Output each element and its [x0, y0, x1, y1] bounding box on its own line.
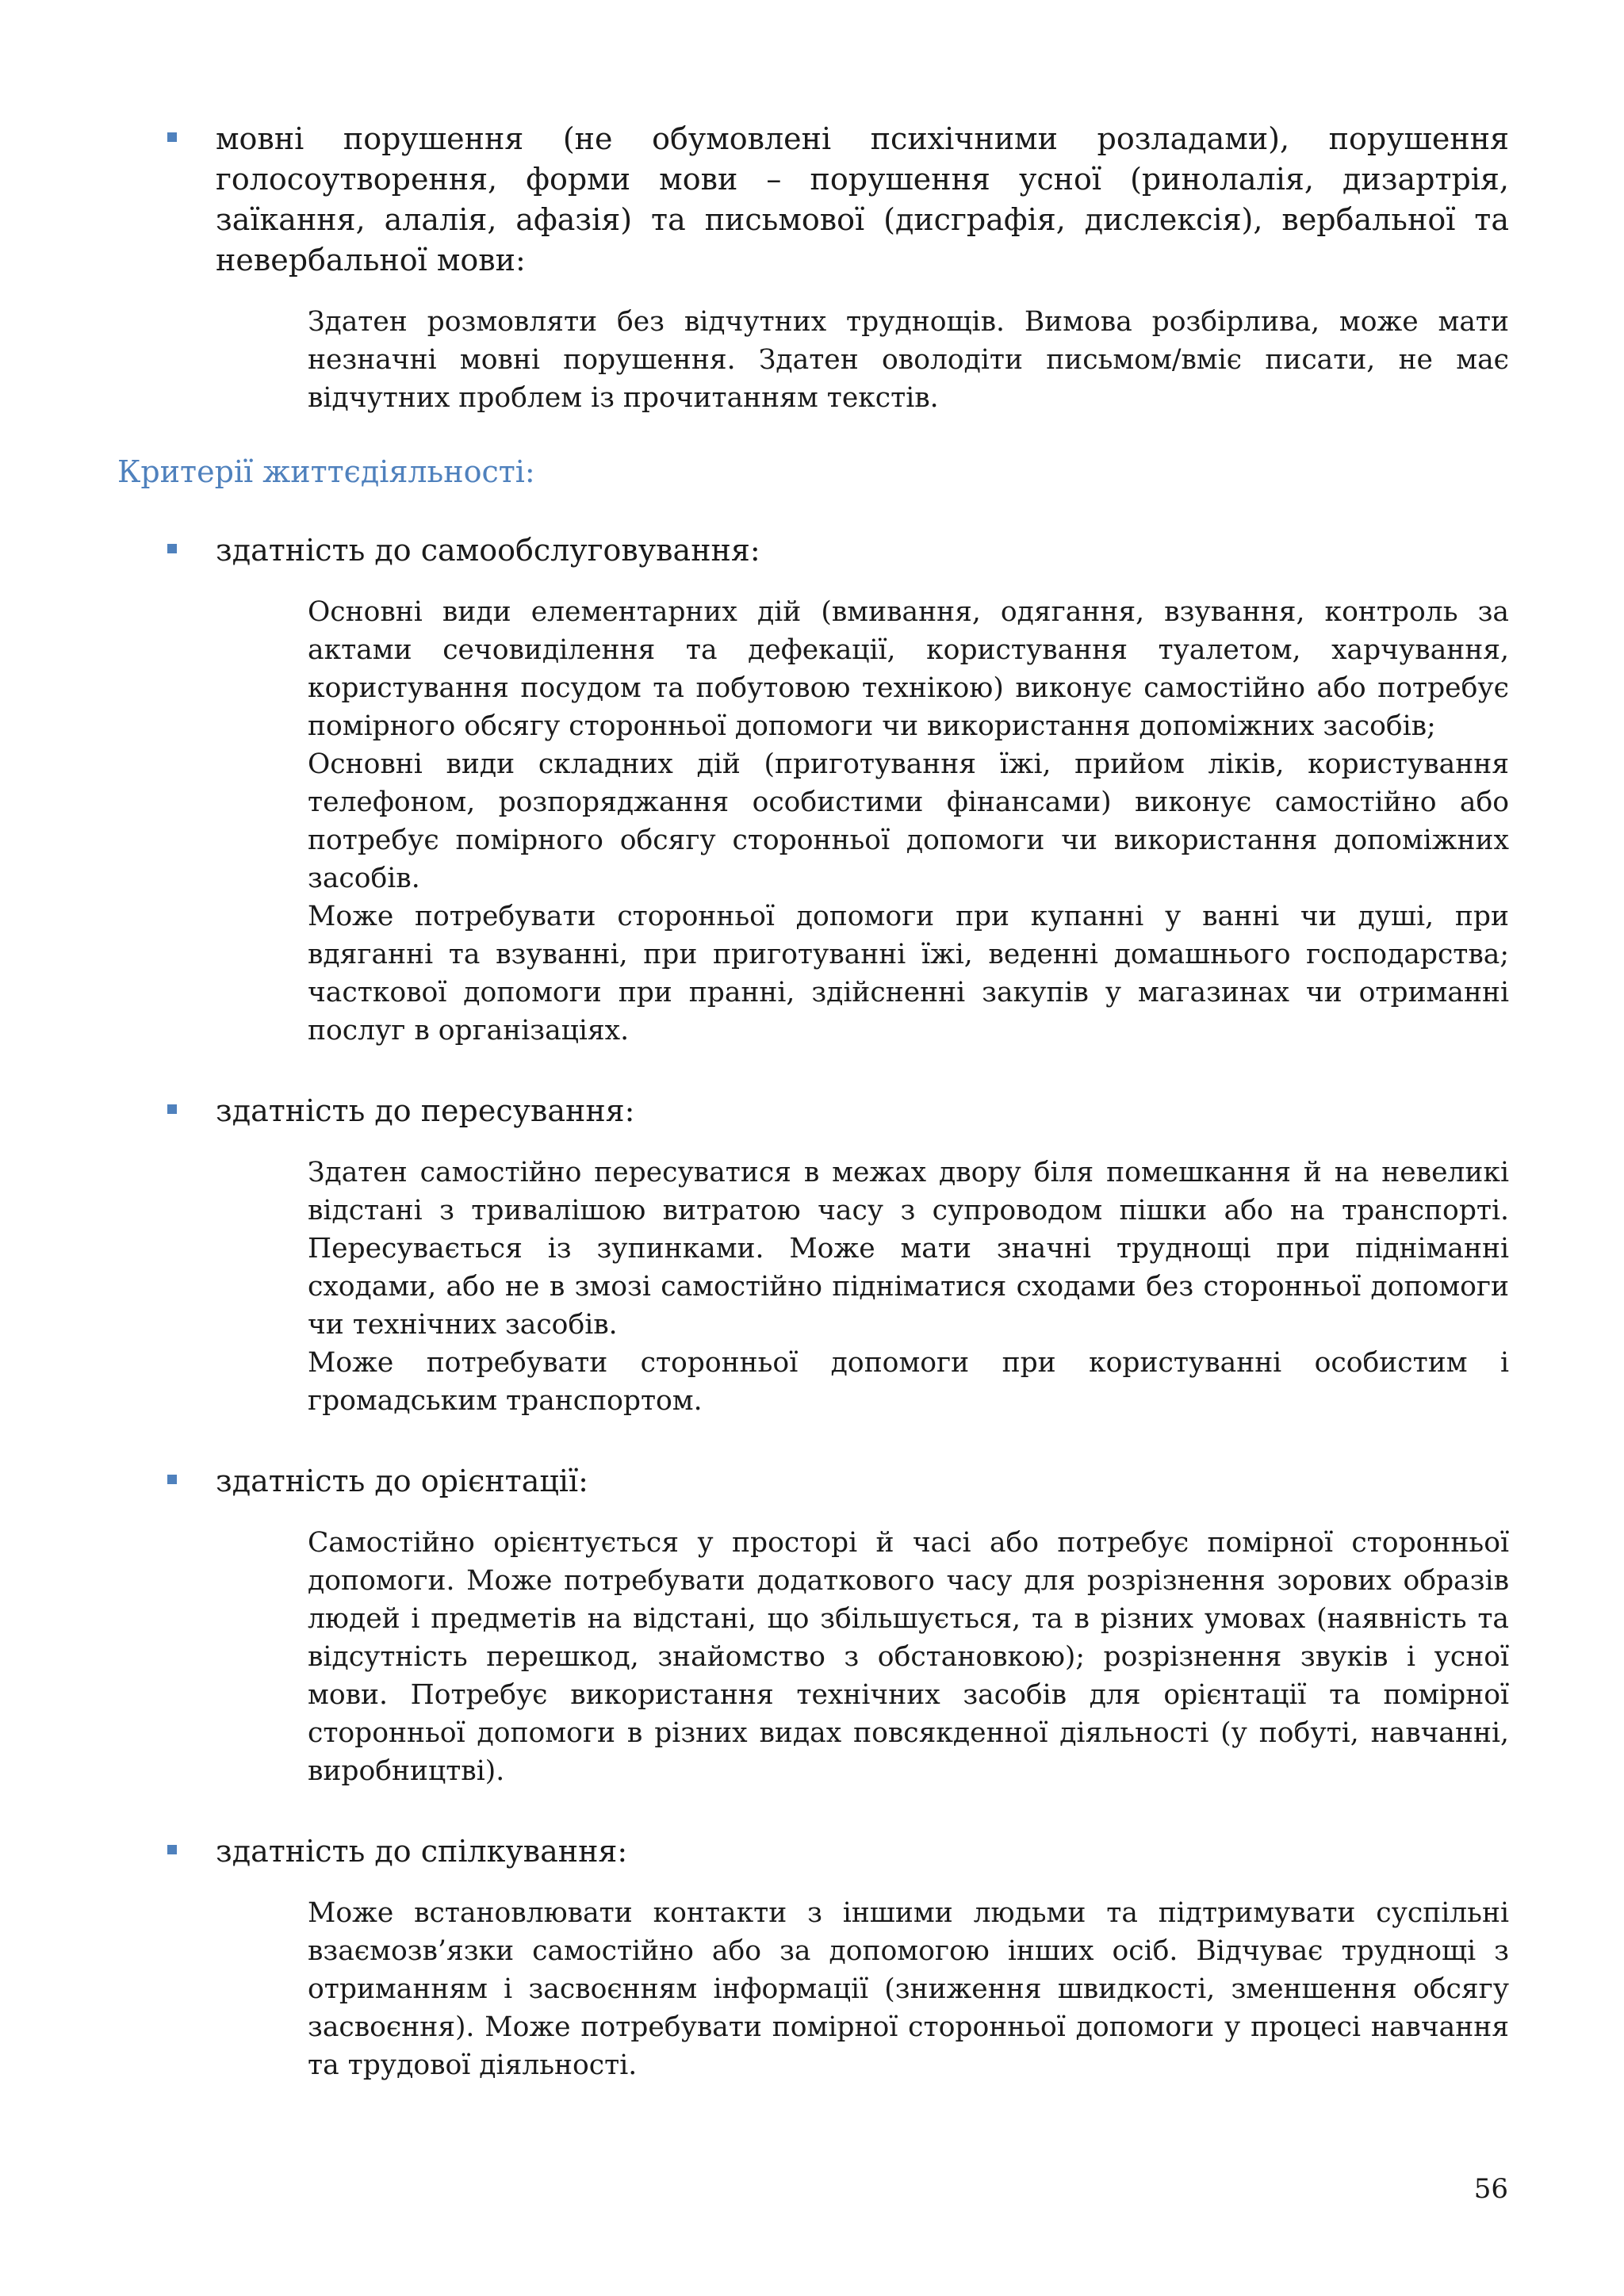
criterion-description — [308, 1154, 1509, 1420]
square-bullet-icon — [167, 544, 177, 553]
criterion-paragraph: Самостійно орієнтується у просторі й часі або потребує помірної сторонньої допомоги. Може потребувати додаткового часу для розрізнення зорових образів людей і предметів на відстані, що збільшується, та в різних умовах (наявність та відсутність перешкод, знайомство з обстановкою); розрізнення звуків і усної мови. Потребує використання технічних засобів для орієнтації та помірної сторонньої допомоги в різних видах повсякденної діяльності (у побуті, навчанні, виробництві). — [308, 1527, 1509, 1787]
criterion-paragraph: Може потребувати сторонньої допомоги при користуванні особистим і громадським транспортом. — [308, 1347, 1509, 1417]
spacer — [117, 1050, 1509, 1091]
intro-paragraph: Здатен розмовляти без відчутних труднощів. Вимова розбірлива, може мати незначні мовні порушення. Здатен оволодіти письмом/вміє писати, не має відчутних проблем із прочитанням текстів. — [308, 306, 1509, 414]
square-bullet-icon — [167, 1475, 177, 1484]
intro-bullet-text: мовні порушення (не обумовлені психічними розладами), порушення голосоутворення, форми мови – порушення усної (ринолалія, дизартрія, заїкання, алалія, афазія) та письмової (дисграфія, дислексія), вербальної та невербальної мови: — [216, 121, 1509, 277]
criterion-description — [308, 1894, 1509, 2084]
criterion-orientation — [117, 1461, 1509, 1502]
spacer — [117, 1790, 1509, 1831]
criterion-description — [308, 1524, 1509, 1790]
criterion-label: здатність до пересування: — [216, 1093, 635, 1128]
section-heading: Критерії життєдіяльності: — [117, 454, 535, 489]
criterion-communication — [117, 1831, 1509, 1872]
criterion-description — [308, 593, 1509, 1050]
criterion-paragraph: Може встановлювати контакти з іншими людьми та підтримувати суспільні взаємозв’язки самостійно або за допомогою інших осіб. Відчуває труднощі з отриманням і засвоєнням інформації (зниження швидкості, зменшення обсягу засвоєння). Може потребувати помірної сторонньої допомоги у процесі навчання та трудової діяльності. — [308, 1897, 1509, 2081]
square-bullet-icon — [167, 1845, 177, 1854]
criterion-paragraph: Може потребувати сторонньої допомоги при купанні у ванні чи душі, при вдяганні та взуванні, при приготуванні їжі, веденні домашнього господарства; часткової допомоги при пранні, здійсненні закупів у магазинах чи отриманні послуг в організаціях. — [308, 901, 1509, 1047]
page-number: 56 — [1473, 2173, 1508, 2205]
criterion-paragraph: Здатен самостійно пересуватися в межах двору біля помешкання й на невеликі відстані з тривалішою витратою часу з супроводом пішки або на транспорті. Пересувається із зупинками. Може мати значні труднощі при підніманні сходами, або не в змозі самостійно підніматися сходами без сторонньої допомоги чи технічних засобів. — [308, 1157, 1509, 1341]
criterion-label: здатність до самообслуговування: — [216, 533, 760, 568]
intro-description — [308, 303, 1509, 417]
criterion-paragraph: Основні види елементарних дій (вмивання, одягання, взування, контроль за актами сечовиділення та дефекації, користування туалетом, харчування, користування посудом та побутовою технікою) виконує самостійно або потребує помірного обсягу сторонньої допомоги чи використання допоміжних засобів; — [308, 596, 1509, 742]
criterion-paragraph: Основні види складних дій (приготування їжі, прийом ліків, користування телефоном, розпоряджання особистими фінансами) виконує самостійно або потребує помірного обсягу сторонньої допомоги чи використання допоміжних засобів. — [308, 748, 1509, 894]
criterion-label: здатність до спілкування: — [216, 1834, 628, 1869]
criterion-self-care — [117, 530, 1509, 571]
criterion-label: здатність до орієнтації: — [216, 1464, 588, 1498]
page-content — [117, 119, 1509, 2084]
spacer — [117, 1420, 1509, 1461]
square-bullet-icon — [167, 132, 177, 142]
intro-bullet — [117, 119, 1509, 281]
square-bullet-icon — [167, 1104, 177, 1114]
criterion-mobility — [117, 1091, 1509, 1131]
